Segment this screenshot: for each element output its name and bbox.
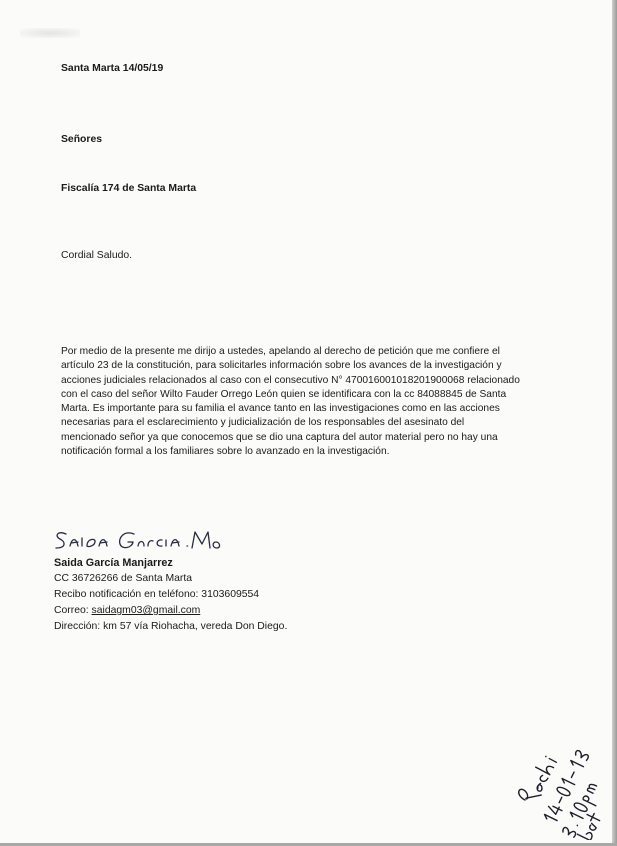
signature-block <box>54 555 287 635</box>
email-label: Correo: <box>54 605 92 616</box>
addressee: Fiscalía 174 de Santa Marta <box>61 183 197 194</box>
signer-phone: Recibo notificación en teléfono: 3103609554 <box>54 589 260 600</box>
received-stamp-handwriting <box>505 700 605 840</box>
scan-right-edge <box>612 0 617 846</box>
body-line: artículo 23 de la constitución, para solicitarles información sobre los avances de la investigación y <box>61 360 502 372</box>
body-line: acciones judiciales relacionados al caso con el consecutivo N° 470016001018201900068 relacionado <box>61 374 520 386</box>
letter-body <box>61 345 527 459</box>
place-date: Santa Marta 14/05/19 <box>61 63 164 74</box>
signer-email-line <box>54 603 287 619</box>
body-line: con el caso del señor Wilto Fauder Orrego León quien se identificara con la cc 84088845 de Santa <box>61 388 507 400</box>
body-line: notificación formal a los familiares sobre lo avanzado en la investigación. <box>61 446 390 458</box>
email-link[interactable]: saidagm03@gmail.com <box>91 605 201 616</box>
signer-id: CC 36726266 de Santa Marta <box>54 573 193 584</box>
body-line: necesarias para el esclarecimiento y judicialización de los responsables del asesinato del <box>61 417 465 429</box>
signer-address: Dirección: km 57 vía Riohacha, vereda Don Diego. <box>54 621 288 632</box>
greeting: Cordial Saludo. <box>61 250 133 261</box>
scan-smudge <box>20 28 80 38</box>
body-line: mencionado señor ya que conocemos que se dio una captura del autor material pero no hay una <box>61 431 498 443</box>
body-line: Marta. Es importante para su familia el avance tanto en las investigaciones como en las acciones <box>61 403 500 415</box>
signer-name: Saida García Manjarrez <box>54 557 173 569</box>
addressee-title: Señores <box>61 134 103 145</box>
body-line: Por medio de la presente me dirijo a ustedes, apelando al derecho de petición que me confiere el <box>61 346 500 357</box>
handwritten-signature <box>52 520 232 556</box>
